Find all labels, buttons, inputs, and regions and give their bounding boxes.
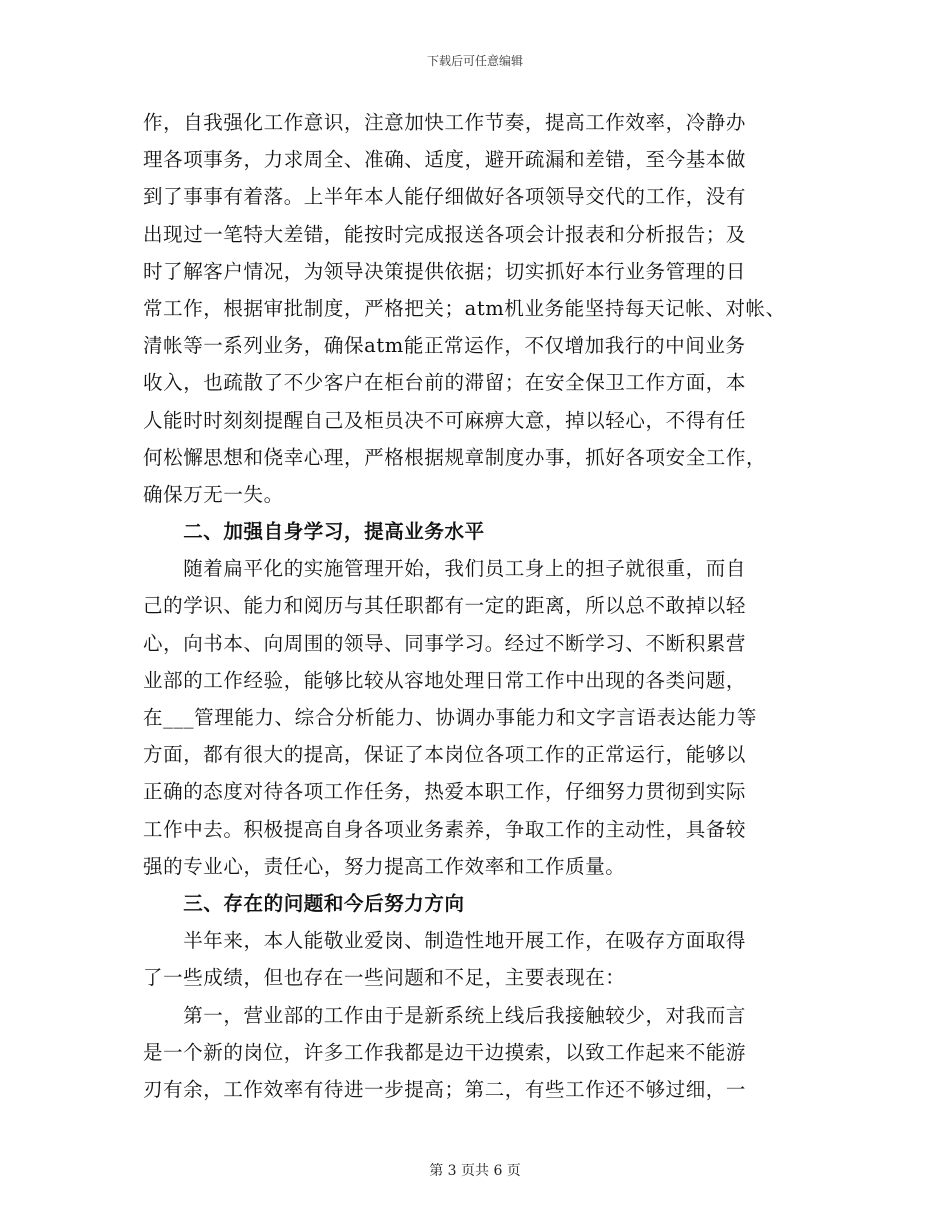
text-line: 在___管理能力、综合分析能力、协调办事能力和文字言语表达能力等 [143, 706, 757, 729]
text-line: 是一个新的岗位，许多工作我都是边干边摸索，以致工作起来不能游 [143, 1040, 747, 1064]
text-line: 刃有余，工作效率有待进一步提高；第二，有些工作还不够过细，一 [143, 1077, 747, 1101]
text-line: 确保万无一失。 [143, 482, 284, 506]
text-line: 第一，营业部的工作由于是新系统上线后我接触较少，对我而言 [143, 1003, 747, 1027]
text-line: 理各项事务，力求周全、准确、适度，避开疏漏和差错，至今基本做 [143, 148, 747, 172]
text-line: 作，自我强化工作意识，注意加快工作节奏，提高工作效率，冷静办 [143, 111, 747, 134]
text-line: 到了事事有着落。上半年本人能仔细做好各项领导交代的工作，没有 [143, 185, 747, 209]
text-line: 工作中去。积极提高自身各项业务素养，争取工作的主动性，具备较 [143, 817, 747, 841]
page-number: 第 3 页共 6 页 [429, 1163, 521, 1179]
text-line: 出现过一笔特大差错，能按时完成报送各项会计报表和分析报告；及 [143, 222, 747, 246]
text-line: 人能时时刻刻提醒自己及柜员决不可麻痹大意，掉以轻心，不得有任 [143, 408, 747, 432]
text-line: 业部的工作经验，能够比较从容地处理日常工作中出现的各类问题， [143, 668, 747, 692]
text-line: 随着扁平化的实施管理开始，我们员工身上的担子就很重，而自 [143, 557, 747, 581]
text-line: 何松懈思想和侥幸心理，严格根据规章制度办事，抓好各项安全工作， [143, 445, 767, 469]
text-line: 强的专业心，责任心，努力提高工作效率和工作质量。 [143, 854, 626, 878]
text-line: 己的学识、能力和阅历与其任职都有一定的距离，所以总不敢掉以轻 [143, 594, 747, 618]
text-line: 时了解客户情况，为领导决策提供依据；切实抓好本行业务管理的日 [143, 259, 747, 283]
text-line: 心，向书本、向周围的领导、同事学习。经过不断学习、不断积累营 [143, 631, 747, 655]
text-line: 半年来，本人能敬业爱岗、制造性地开展工作，在吸存方面取得 [143, 929, 747, 953]
text-line: 清帐等一系列业务，确保atm能正常运作，不仅增加我行的中间业务 [143, 334, 746, 358]
page-header: 下载后可任意编辑 [426, 54, 523, 68]
text-line: 常工作，根据审批制度，严格把关；atm机业务能坚持每天记帐、对帐、 [143, 296, 786, 320]
document-body [143, 104, 823, 1108]
section-heading: 二、加强自身学习，提高业务水平 [143, 520, 485, 544]
section-heading: 三、存在的问题和今后努力方向 [143, 891, 465, 915]
text-line: 正确的态度对待各项工作任务，热爱本职工作，仔细努力贯彻到实际 [143, 780, 747, 804]
text-line: 了一些成绩，但也存在一些问题和不足，主要表现在： [143, 966, 626, 990]
text-line: 方面，都有很大的提高，保证了本岗位各项工作的正常运行，能够以 [143, 743, 747, 767]
text-line: 收入，也疏散了不少客户在柜台前的滞留；在安全保卫工作方面，本 [143, 371, 747, 395]
